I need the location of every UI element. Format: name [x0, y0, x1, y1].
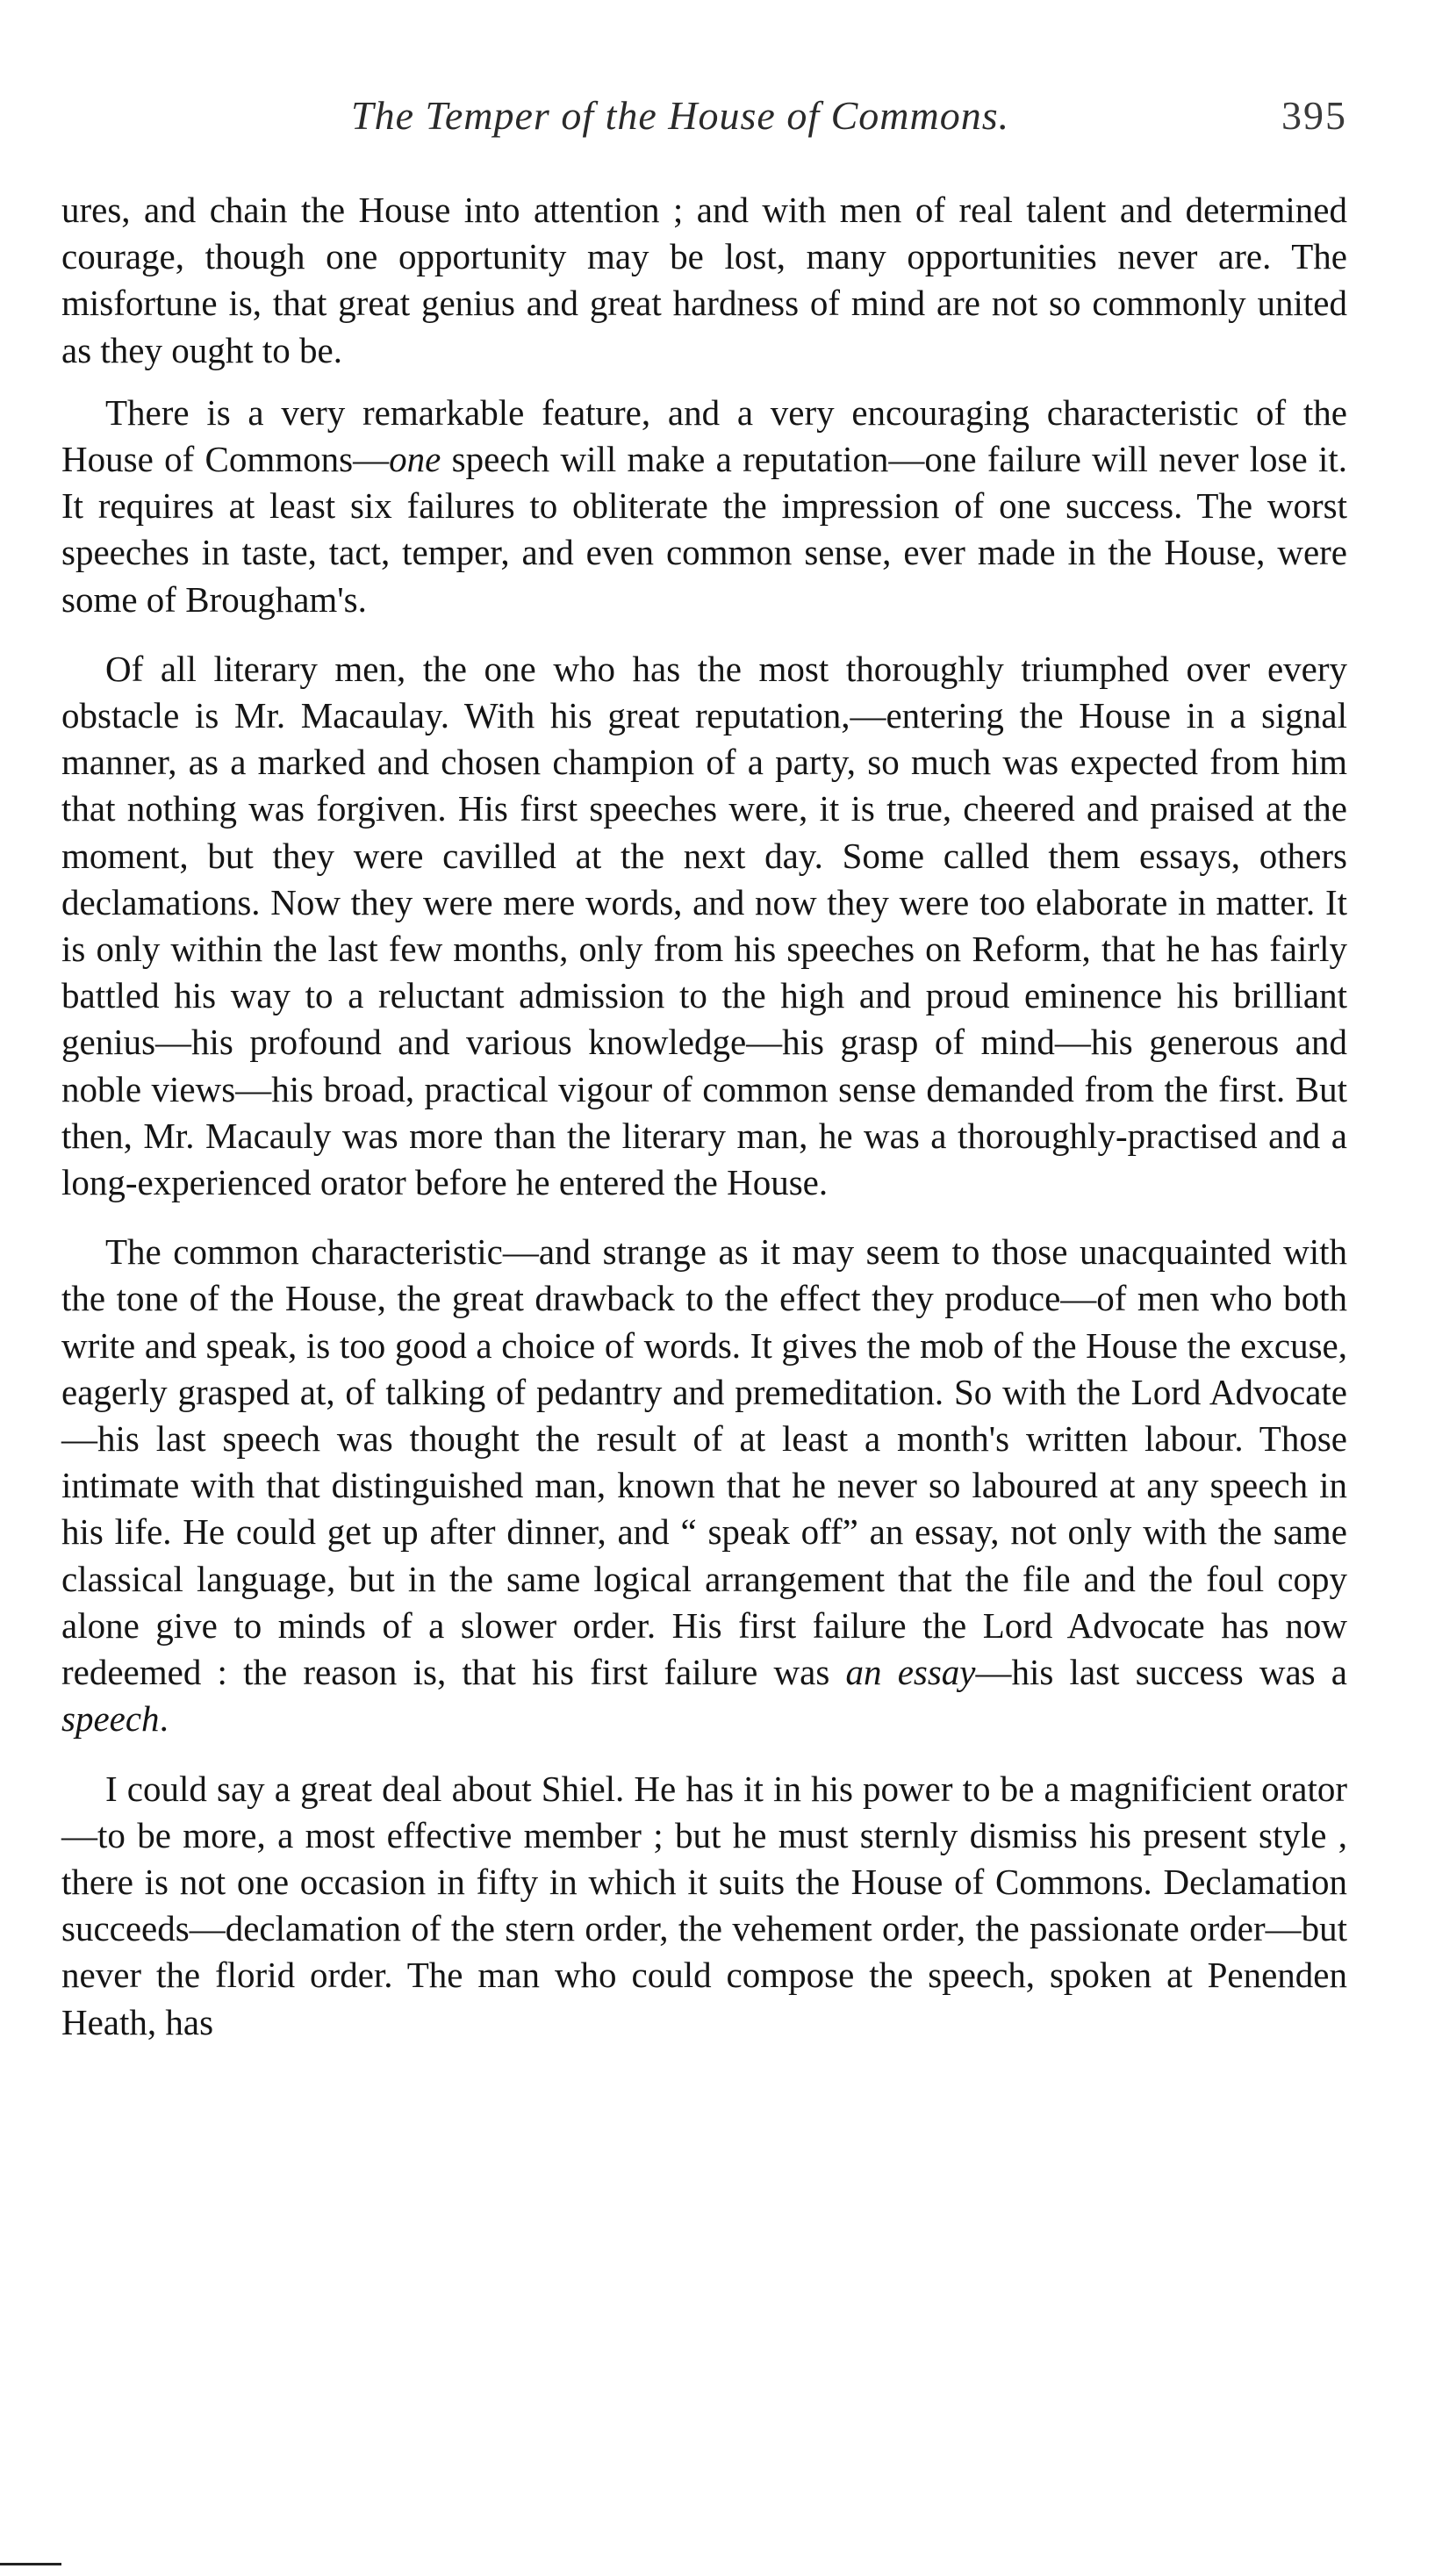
- paragraph-4-emphasis-essay: an essay: [845, 1652, 976, 1693]
- body-text: [61, 187, 1347, 2046]
- paragraph-5: I could say a great deal about Shiel. He has it in his power to be a magnificient orator—to be more, a most effective member ; but he must sternly dismiss his present style , there is not one occasion in fifty in which it suits the House of Commons. Declamation succeeds—declamation of the stern order, the vehement order, the passionate order—but never the florid order. The man who could compose the speech, spoken at Penenden Heath, has: [61, 1768, 1347, 2042]
- page-number: 395: [1281, 93, 1347, 138]
- paragraph-4-text-middle: —his last success was a: [975, 1652, 1348, 1693]
- running-title: The Temper of the House of Commons.: [351, 93, 1010, 138]
- paragraph-2-text-before: There is a very remarkable feature, and a very encouraging characteristic of the House of Commons—: [61, 391, 1347, 480]
- page-edge-mark: [0, 2563, 61, 2565]
- paragraph-4-text-after: .: [159, 1698, 169, 1740]
- paragraph-2-emphasis: one: [389, 439, 441, 480]
- paragraph-2: [61, 390, 1347, 623]
- running-head: [61, 92, 1347, 145]
- paragraph-2-text-after: speech will make a reputation—one failure will never lose it. It requires at least six failures to obliterate the impression of one success. The worst speeches in taste, tact, temper, and even common sense, ever made in the House, were some of Brougham's.: [61, 439, 1347, 620]
- paragraph-4: [61, 1229, 1347, 1742]
- paragraph-4-emphasis-speech: speech: [61, 1698, 160, 1740]
- paragraph-4-text-before: The common characteristic—and strange as it may seem to those unacquainted with the tone of the House, the great drawback to the effect they produce—of men who both write and speak, is too good a choice of words. It gives the mob of the House the excuse, eagerly grasped at, of talking of pedantry and premeditation. So with the Lord Advocate—his last speech was thought the result of at least a month's written labour. Those intimate with that distinguished man, known that he never so laboured at any speech in his life. He could get up after dinner, and “ speak off” an essay, not only with the same classical language, but in the same logical arrangement that the file and the foul copy alone give to minds of a slower order. His first failure the Lord Advocate has now redeemed : the reason is, that his first failure was: [61, 1231, 1347, 1693]
- paragraph-1: ures, and chain the House into attention ; and with men of real talent and determined courage, though one opportunity may be lost, many opportunities never are. The misfortune is, that great genius and great hardness of mind are not so commonly united as they ought to be.: [61, 190, 1347, 370]
- paragraph-3: Of all literary men, the one who has the most thoroughly triumphed over every obstacle is Mr. Macaulay. With his great reputation,—entering the House in a signal manner, as a marked and chosen champion of a party, so much was expected from him that nothing was forgiven. His first speeches were, it is true, cheered and praised at the moment, but they were cavilled at the next day. Some called them essays, others declamations. Now they were mere words, and now they were too elaborate in matter. It is only within the last few months, only from his speeches on Reform, that he has fairly battled his way to a reluctant admission to the high and proud eminence his brilliant genius—his profound and various knowledge—his grasp of mind—his generous and noble views—his broad, practical vigour of common sense demanded from the first. But then, Mr. Macauly was more than the literary man, he was a thoroughly-practised and a long-experienced orator before he entered the House.: [61, 648, 1347, 1203]
